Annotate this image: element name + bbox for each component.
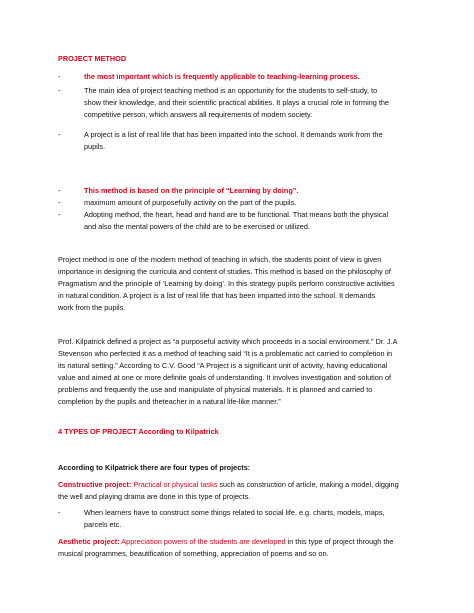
constructive-line-1 [58,479,399,490]
paragraph-line: completion by the pupils and theteacher in a natural life-like manner.” [58,397,281,406]
bullet: - [58,130,61,139]
paragraph-line: Project method is one of the modern method of teaching in which, the students point of view is given [58,255,382,264]
constructive-text: such as construction of article, making a model, digging [217,480,399,489]
list-item-line: show their knowledge, and their scientific practical abilities. It plays a crucial role in forming the [84,98,389,107]
constructive-label: Constructive project: [58,480,132,489]
paragraph-line: Prof. Kilpatrick defined a project as “a purposeful activity which proceeds in a social environment.” Dr. J.A [58,337,398,346]
list-item-line: parcels etc. [84,520,122,529]
list-item-line: pupils. [84,142,106,151]
list-item-line: Adopting method, the heart, head and hand are to be functional. That means both the physical [84,210,389,219]
bullet: - [58,72,61,81]
list-item: the most important which is frequently applicable to teaching-learning process. [84,72,360,81]
paragraph-line: in natural condition. A project is a list of real life that has been imparted into the school. It demands [58,291,376,300]
aesthetic-label: Aesthetic project: [58,537,120,546]
constructive-highlight: Practical or physical tasks [133,480,218,489]
list-item: This method is based on the principle of “Learning by doing”. [84,186,299,195]
aesthetic-highlight: Appreciation powers of the students are developed [121,537,286,546]
list-item-line: When learners have to construct some things related to social life. e.g. charts, models, maps, [84,508,385,517]
aesthetic-text: in this type of project through the [285,537,394,546]
list-item-line: The main idea of project teaching method is an opportunity for the students to self-study, to [84,86,378,95]
bullet: - [58,508,61,517]
paragraph-line: importance in designing the curricula and content of studies. This method is based on the philosophy of [58,267,391,276]
list-item: maximum amount of purposefully activity on the part of the pupils. [84,198,297,207]
aesthetic-line-1 [58,536,393,547]
types-heading: 4 TYPES OF PROJECT According to Kilpatrick [58,427,219,436]
bullet: - [58,86,61,95]
list-item-line: competitive person, which answers all requirements of modern society. [84,110,313,119]
paragraph-line: Stevenson who perfected it as a method of teaching said “It is a problematic act carried to completion in [58,349,393,358]
types-intro: According to Kilpatrick there are four types of projects: [58,463,251,472]
bullet: - [58,186,61,195]
paragraph-line: Pragmatism and the principle of ‘Learning by doing’. In this strategy pupils perform constructive activities [58,279,395,288]
paragraph-line: work from the pupils. [58,303,126,312]
page-heading: PROJECT METHOD [58,54,127,63]
bullet: - [58,198,61,207]
constructive-line-2: the well and playing drama are done in this type of projects. [58,492,251,501]
paragraph-line: its natural setting.” According to C.V. Good “A Project is a significant unit of activity, having educational [58,361,388,370]
list-item-line: and also the mental powers of the child are to be exercised or utilized. [84,222,310,231]
paragraph-line: value and aimed at one or more definite goals of understanding. It involves investigation and solution of [58,373,392,382]
list-item-line: A project is a list of real life that has been imparted into the school. It demands work from the [84,130,383,139]
aesthetic-line-2: musical programmes, beautification of something, appreciation of poems and so on. [58,549,329,558]
paragraph-line: problems and frequently the use and manipulate of physical materials. It is planned and carried to [58,385,373,394]
bullet: - [58,210,61,219]
